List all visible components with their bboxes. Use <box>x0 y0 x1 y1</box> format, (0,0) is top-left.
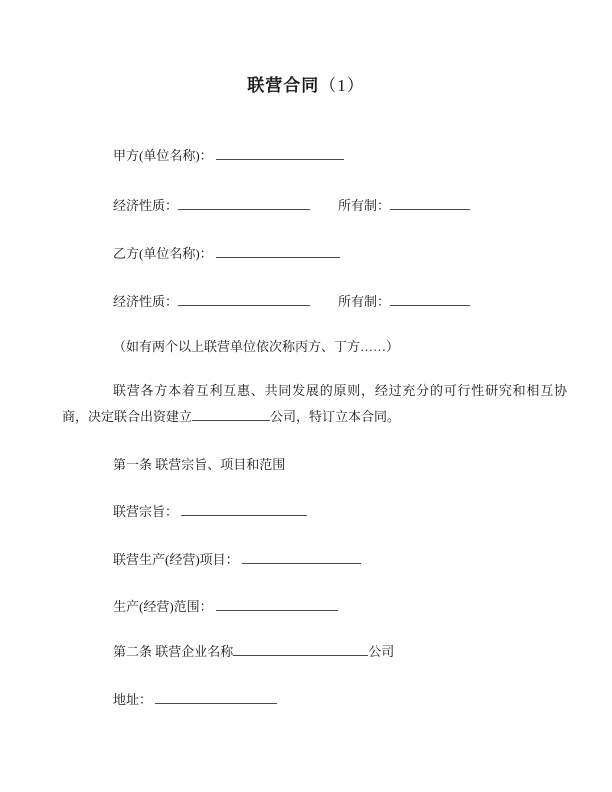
purpose-line <box>113 503 307 520</box>
scope-blank <box>216 598 338 611</box>
document-title-text: 联营合同 <box>247 76 320 95</box>
party-b-economic-line <box>113 293 470 310</box>
note-text: （如有两个以上联营单位依次称丙方、丁方……） <box>113 339 400 354</box>
document-title-number: （1） <box>319 76 365 95</box>
article2-suffix: 公司 <box>368 644 395 659</box>
party-a-ownership-label: 所有制： <box>338 198 391 213</box>
party-b-blank <box>216 245 340 258</box>
party-b-ownership-blank <box>390 293 470 306</box>
article1-heading <box>113 456 285 473</box>
party-b-line <box>113 245 340 262</box>
party-a-economic-label: 经济性质： <box>113 198 179 213</box>
article2-prefix: 第二条 联营企业名称 <box>113 644 234 659</box>
party-b-economic-blank <box>178 293 310 306</box>
preamble-part1: 联营各方本着互利互惠、共同发展的原则，经过充分的可行性研究和相互协商，决定联合出资建立 <box>62 383 567 424</box>
article1-heading-text: 第一条 联营宗旨、项目和范围 <box>113 457 286 472</box>
address-label: 地址： <box>113 692 153 707</box>
party-a-blank <box>216 147 344 160</box>
scope-line <box>113 598 338 615</box>
purpose-label: 联营宗旨： <box>113 504 179 519</box>
company-name-blank <box>192 408 270 421</box>
preamble-paragraph <box>62 378 567 430</box>
document-title <box>0 71 612 96</box>
party-b-label: 乙方(单位名称)： <box>113 246 213 261</box>
project-line <box>113 551 361 568</box>
party-a-line <box>113 147 344 164</box>
scope-label: 生产(经营)范围： <box>113 599 213 614</box>
additional-parties-note <box>113 338 399 355</box>
party-a-economic-line <box>113 197 470 214</box>
address-blank <box>155 691 277 704</box>
party-a-ownership-blank <box>390 197 470 210</box>
project-blank <box>242 551 361 564</box>
preamble-part2: 公司，特订立本合同。 <box>270 409 401 424</box>
party-b-ownership-label: 所有制： <box>338 294 391 309</box>
article2-line <box>113 643 394 660</box>
party-a-label: 甲方(单位名称)： <box>113 148 213 163</box>
enterprise-name-blank <box>233 643 368 656</box>
project-label: 联营生产(经营)项目： <box>113 552 239 567</box>
purpose-blank <box>181 503 307 516</box>
party-b-economic-label: 经济性质： <box>113 294 179 309</box>
party-a-economic-blank <box>178 197 310 210</box>
address-line <box>113 691 277 708</box>
